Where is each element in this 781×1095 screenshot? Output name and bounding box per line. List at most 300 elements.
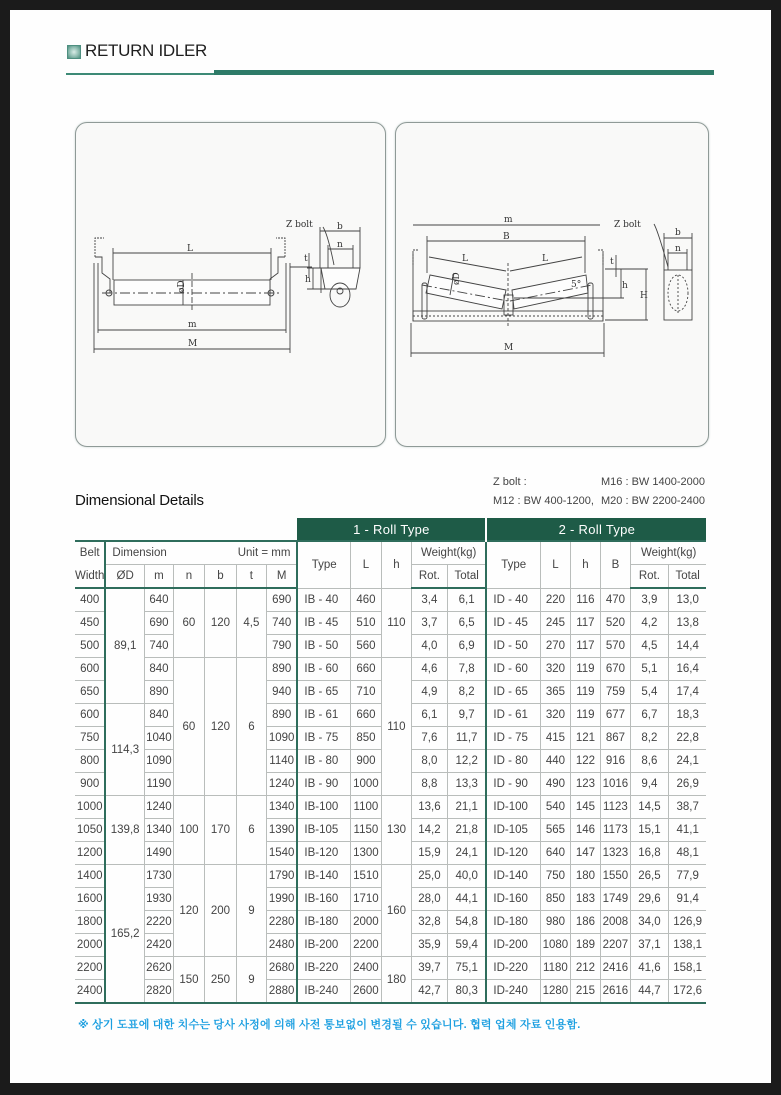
cell-m: 840 xyxy=(144,704,173,727)
col-rot-1: Rot. xyxy=(411,565,447,589)
cell-type-1: IB-120 xyxy=(297,842,350,865)
cell-total-1: 21,8 xyxy=(447,819,486,842)
cell-h-2: 147 xyxy=(570,842,600,865)
cell-rot-2: 15,1 xyxy=(630,819,668,842)
cell-M: 890 xyxy=(266,658,297,681)
cell-type-2: ID - 50 xyxy=(486,635,540,658)
cell-L-1: 660 xyxy=(350,704,381,727)
cell-rot-1: 39,7 xyxy=(411,957,447,980)
header-rule-thick xyxy=(214,70,714,75)
col-rot-2: Rot. xyxy=(630,565,668,589)
label-angle: 5° xyxy=(571,280,582,290)
cell-total-1: 24,1 xyxy=(447,842,486,865)
cell-rot-1: 3,4 xyxy=(411,588,447,612)
cell-rot-1: 4,9 xyxy=(411,681,447,704)
col-n: n xyxy=(173,565,204,589)
cell-rot-1: 25,0 xyxy=(411,865,447,888)
label-b: b xyxy=(675,228,681,238)
cell-type-2: ID-200 xyxy=(486,934,540,957)
cell-B-2: 1749 xyxy=(600,888,630,911)
cell-m: 890 xyxy=(144,681,173,704)
cell-L-2: 245 xyxy=(540,612,570,635)
cell-rot-1: 15,9 xyxy=(411,842,447,865)
cell-M: 690 xyxy=(266,588,297,612)
cell-total-2: 77,9 xyxy=(668,865,706,888)
col-weight-2: Weight(kg) xyxy=(630,541,706,565)
cell-b: 200 xyxy=(204,865,236,957)
z-bolt-leader xyxy=(323,227,334,265)
cell-belt-width: 1200 xyxy=(75,842,105,865)
cell-B-2: 677 xyxy=(600,704,630,727)
cell-L-1: 510 xyxy=(350,612,381,635)
cell-h-1: 130 xyxy=(381,796,411,865)
cell-rot-1: 8,0 xyxy=(411,750,447,773)
cell-type-1: IB-200 xyxy=(297,934,350,957)
cell-total-1: 80,3 xyxy=(447,980,486,1004)
cell-M: 1240 xyxy=(266,773,297,796)
cell-M: 2480 xyxy=(266,934,297,957)
cell-m: 640 xyxy=(144,588,173,612)
cell-L-1: 460 xyxy=(350,588,381,612)
cell-total-2: 24,1 xyxy=(668,750,706,773)
cell-belt-width: 2400 xyxy=(75,980,105,1004)
cell-L-2: 415 xyxy=(540,727,570,750)
z-bolt-label: Z bolt : xyxy=(493,476,527,488)
col-type-2: Type xyxy=(486,541,540,588)
cell-h-2: 215 xyxy=(570,980,600,1004)
cell-h-2: 123 xyxy=(570,773,600,796)
z-bolt-leader xyxy=(654,224,668,267)
col-total-1: Total xyxy=(447,565,486,589)
cell-m: 2220 xyxy=(144,911,173,934)
cell-total-2: 172,6 xyxy=(668,980,706,1004)
cell-m: 2420 xyxy=(144,934,173,957)
cell-total-1: 12,2 xyxy=(447,750,486,773)
label-h: h xyxy=(622,281,628,291)
cell-L-2: 980 xyxy=(540,911,570,934)
z-bolt-m20: M20 : BW 2200-2400 xyxy=(601,495,705,507)
cell-m: 1190 xyxy=(144,773,173,796)
label-L: L xyxy=(187,244,193,254)
cell-type-1: IB-100 xyxy=(297,796,350,819)
label-z-bolt: Z bolt xyxy=(286,220,313,230)
left-bracket xyxy=(95,238,104,257)
cell-L-2: 365 xyxy=(540,681,570,704)
cell-total-1: 11,7 xyxy=(447,727,486,750)
left-end-support xyxy=(422,283,427,319)
cell-m: 1490 xyxy=(144,842,173,865)
cell-total-1: 54,8 xyxy=(447,911,486,934)
cell-m: 2620 xyxy=(144,957,173,980)
cell-total-2: 14,4 xyxy=(668,635,706,658)
right-end-support xyxy=(588,283,593,319)
cell-rot-2: 4,5 xyxy=(630,635,668,658)
cell-rot-2: 4,2 xyxy=(630,612,668,635)
z-bolt-m12: M12 : BW 400-1200, xyxy=(493,495,594,507)
cell-L-1: 1510 xyxy=(350,865,381,888)
table-row xyxy=(75,957,706,980)
cell-rot-1: 6,1 xyxy=(411,704,447,727)
cell-h-2: 186 xyxy=(570,911,600,934)
cell-L-1: 900 xyxy=(350,750,381,773)
cell-rot-2: 29,6 xyxy=(630,888,668,911)
cell-type-2: ID - 60 xyxy=(486,658,540,681)
label-n: n xyxy=(675,244,681,254)
cell-belt-width: 400 xyxy=(75,588,105,612)
cell-type-1: IB - 60 xyxy=(297,658,350,681)
cell-rot-2: 44,7 xyxy=(630,980,668,1004)
col-dimension: Dimension xyxy=(105,541,204,565)
cell-total-1: 6,9 xyxy=(447,635,486,658)
cell-h-2: 117 xyxy=(570,635,600,658)
cell-rot-1: 28,0 xyxy=(411,888,447,911)
cell-total-2: 38,7 xyxy=(668,796,706,819)
cell-L-2: 320 xyxy=(540,704,570,727)
label-n: n xyxy=(337,240,343,250)
cell-n: 60 xyxy=(173,588,204,658)
cell-type-1: IB-140 xyxy=(297,865,350,888)
label-M: M xyxy=(504,343,514,353)
table-row xyxy=(75,588,706,612)
cell-rot-2: 14,5 xyxy=(630,796,668,819)
cell-M: 1340 xyxy=(266,796,297,819)
cell-h-2: 180 xyxy=(570,865,600,888)
cell-L-1: 850 xyxy=(350,727,381,750)
label-D: øD xyxy=(452,272,462,285)
cell-M: 1990 xyxy=(266,888,297,911)
cell-M: 2680 xyxy=(266,957,297,980)
label-t: t xyxy=(610,257,614,267)
cell-belt-width: 1400 xyxy=(75,865,105,888)
cell-rot-2: 5,4 xyxy=(630,681,668,704)
cell-belt-width: 650 xyxy=(75,681,105,704)
cell-type-2: ID - 90 xyxy=(486,773,540,796)
cell-M: 940 xyxy=(266,681,297,704)
cell-L-2: 850 xyxy=(540,888,570,911)
footnote: ※ 상기 도표에 대한 치수는 당사 사정에 의해 사전 통보없이 변경될 수 있습니다. 협력 업체 자료 인용함. xyxy=(78,1019,581,1031)
col-t: t xyxy=(236,565,266,589)
cell-total-2: 126,9 xyxy=(668,911,706,934)
cell-M: 1540 xyxy=(266,842,297,865)
cell-type-2: ID-105 xyxy=(486,819,540,842)
one-roll-drawing xyxy=(76,123,385,446)
col-type-1: Type xyxy=(297,541,350,588)
cell-M: 1390 xyxy=(266,819,297,842)
cell-total-2: 18,3 xyxy=(668,704,706,727)
cell-type-2: ID-160 xyxy=(486,888,540,911)
cell-type-2: ID-220 xyxy=(486,957,540,980)
cell-L-1: 660 xyxy=(350,658,381,681)
cell-D: 139,8 xyxy=(105,796,144,865)
cell-rot-1: 13,6 xyxy=(411,796,447,819)
col-D: ØD xyxy=(105,565,144,589)
cell-belt-width: 1000 xyxy=(75,796,105,819)
cell-total-2: 41,1 xyxy=(668,819,706,842)
cell-type-2: ID - 80 xyxy=(486,750,540,773)
cell-rot-2: 34,0 xyxy=(630,911,668,934)
cell-total-2: 22,8 xyxy=(668,727,706,750)
cell-m: 1090 xyxy=(144,750,173,773)
cell-total-2: 13,0 xyxy=(668,588,706,612)
cell-B-2: 670 xyxy=(600,658,630,681)
cell-L-2: 270 xyxy=(540,635,570,658)
z-bolt-m16: M16 : BW 1400-2000 xyxy=(601,476,705,488)
cell-m: 1240 xyxy=(144,796,173,819)
label-h: h xyxy=(305,275,311,285)
cell-m: 1040 xyxy=(144,727,173,750)
cell-D: 165,2 xyxy=(105,865,144,1004)
cell-belt-width: 1800 xyxy=(75,911,105,934)
cell-rot-2: 16,8 xyxy=(630,842,668,865)
cell-total-1: 13,3 xyxy=(447,773,486,796)
cell-t: 9 xyxy=(236,957,266,1004)
cell-type-1: IB - 40 xyxy=(297,588,350,612)
cell-B-2: 759 xyxy=(600,681,630,704)
cell-type-2: ID - 61 xyxy=(486,704,540,727)
cell-type-1: IB - 50 xyxy=(297,635,350,658)
cell-h-1: 180 xyxy=(381,957,411,1004)
label-m: m xyxy=(504,215,513,225)
one-roll-drawing-panel xyxy=(75,122,386,447)
cell-total-2: 16,4 xyxy=(668,658,706,681)
cell-M: 2880 xyxy=(266,980,297,1004)
cell-b: 120 xyxy=(204,588,236,658)
cell-type-1: IB - 45 xyxy=(297,612,350,635)
cell-h-1: 160 xyxy=(381,865,411,957)
cell-belt-width: 2000 xyxy=(75,934,105,957)
center-support xyxy=(504,295,513,315)
table-body xyxy=(75,588,706,1003)
cell-rot-1: 4,0 xyxy=(411,635,447,658)
cell-L-1: 2000 xyxy=(350,911,381,934)
cell-total-1: 44,1 xyxy=(447,888,486,911)
cell-type-2: ID - 40 xyxy=(486,588,540,612)
cell-h-2: 119 xyxy=(570,681,600,704)
cell-h-2: 121 xyxy=(570,727,600,750)
cell-rot-1: 32,8 xyxy=(411,911,447,934)
cell-L-2: 640 xyxy=(540,842,570,865)
cell-belt-width: 2200 xyxy=(75,957,105,980)
cell-L-2: 750 xyxy=(540,865,570,888)
cell-m: 2820 xyxy=(144,980,173,1004)
cell-type-2: ID-180 xyxy=(486,911,540,934)
cell-rot-2: 37,1 xyxy=(630,934,668,957)
cell-M: 2280 xyxy=(266,911,297,934)
cell-B-2: 1016 xyxy=(600,773,630,796)
cell-type-1: IB-160 xyxy=(297,888,350,911)
cell-total-1: 40,0 xyxy=(447,865,486,888)
col-L-1: L xyxy=(350,541,381,588)
cell-h-2: 119 xyxy=(570,704,600,727)
cell-h-2: 145 xyxy=(570,796,600,819)
cell-h-2: 212 xyxy=(570,957,600,980)
cell-type-2: ID-240 xyxy=(486,980,540,1004)
right-bracket-leg xyxy=(270,257,285,293)
side-view-bracket xyxy=(321,268,360,289)
cell-total-2: 26,9 xyxy=(668,773,706,796)
label-L-right: L xyxy=(542,254,548,264)
label-M: M xyxy=(188,339,198,349)
cell-type-2: ID - 75 xyxy=(486,727,540,750)
cell-L-2: 490 xyxy=(540,773,570,796)
cell-total-1: 59,4 xyxy=(447,934,486,957)
cell-L-1: 1300 xyxy=(350,842,381,865)
cell-m: 690 xyxy=(144,612,173,635)
label-B: B xyxy=(503,232,510,242)
cell-type-1: IB - 80 xyxy=(297,750,350,773)
label-t: t xyxy=(304,254,308,264)
cell-rot-1: 3,7 xyxy=(411,612,447,635)
cell-b: 120 xyxy=(204,658,236,796)
cell-B-2: 1123 xyxy=(600,796,630,819)
header-row-1 xyxy=(75,541,706,565)
dimension-table xyxy=(75,518,706,1004)
col-B-2: B xyxy=(600,541,630,588)
label-D: øD xyxy=(177,280,187,293)
label-z-bolt: Z bolt xyxy=(614,220,641,230)
cell-total-2: 138,1 xyxy=(668,934,706,957)
band-row xyxy=(75,518,706,541)
cell-type-2: ID - 65 xyxy=(486,681,540,704)
cell-L-1: 1100 xyxy=(350,796,381,819)
table-row xyxy=(75,658,706,681)
cell-B-2: 520 xyxy=(600,612,630,635)
col-total-2: Total xyxy=(668,565,706,589)
cell-M: 1090 xyxy=(266,727,297,750)
cell-t: 6 xyxy=(236,796,266,865)
cell-total-1: 75,1 xyxy=(447,957,486,980)
cell-M: 790 xyxy=(266,635,297,658)
label-m: m xyxy=(188,320,197,330)
cell-b: 250 xyxy=(204,957,236,1004)
label-H: H xyxy=(640,291,648,301)
cell-type-2: ID-120 xyxy=(486,842,540,865)
cell-h-2: 117 xyxy=(570,612,600,635)
cell-type-1: IB-240 xyxy=(297,980,350,1004)
cell-L-1: 2600 xyxy=(350,980,381,1004)
cell-type-1: IB - 61 xyxy=(297,704,350,727)
cell-B-2: 2416 xyxy=(600,957,630,980)
cell-m: 740 xyxy=(144,635,173,658)
label-L-left: L xyxy=(462,254,468,264)
cell-L-1: 2400 xyxy=(350,957,381,980)
left-roll xyxy=(426,275,506,309)
col-unit: Unit = mm xyxy=(204,541,297,565)
cell-total-2: 91,4 xyxy=(668,888,706,911)
cell-L-1: 1710 xyxy=(350,888,381,911)
cell-m: 840 xyxy=(144,658,173,681)
cell-belt-width: 750 xyxy=(75,727,105,750)
cell-rot-2: 3,9 xyxy=(630,588,668,612)
cell-h-1: 110 xyxy=(381,658,411,796)
cell-L-2: 1080 xyxy=(540,934,570,957)
cell-rot-1: 42,7 xyxy=(411,980,447,1004)
cell-rot-1: 7,6 xyxy=(411,727,447,750)
col-M: M xyxy=(266,565,297,589)
cell-L-2: 1280 xyxy=(540,980,570,1004)
cell-h-1: 110 xyxy=(381,588,411,658)
cell-rot-2: 41,6 xyxy=(630,957,668,980)
cell-type-2: ID-100 xyxy=(486,796,540,819)
cell-B-2: 1550 xyxy=(600,865,630,888)
cell-L-2: 1180 xyxy=(540,957,570,980)
cell-B-2: 1173 xyxy=(600,819,630,842)
cell-h-2: 183 xyxy=(570,888,600,911)
cell-belt-width: 1050 xyxy=(75,819,105,842)
cell-L-1: 1150 xyxy=(350,819,381,842)
cell-B-2: 2207 xyxy=(600,934,630,957)
cell-belt-width: 800 xyxy=(75,750,105,773)
cell-B-2: 867 xyxy=(600,727,630,750)
col-m: m xyxy=(144,565,173,589)
cell-t: 6 xyxy=(236,658,266,796)
cell-h-2: 146 xyxy=(570,819,600,842)
cell-b: 170 xyxy=(204,796,236,865)
cell-M: 1790 xyxy=(266,865,297,888)
col-belt: Belt xyxy=(75,541,105,565)
cell-h-2: 189 xyxy=(570,934,600,957)
cell-h-2: 122 xyxy=(570,750,600,773)
cell-L-2: 320 xyxy=(540,658,570,681)
cell-rot-1: 35,9 xyxy=(411,934,447,957)
two-roll-drawing xyxy=(396,123,708,446)
table-row xyxy=(75,865,706,888)
label-b: b xyxy=(337,222,343,232)
cell-t: 9 xyxy=(236,865,266,957)
cell-M: 1140 xyxy=(266,750,297,773)
left-bracket-leg xyxy=(95,257,110,293)
header-rule-thin xyxy=(66,73,216,75)
cell-n: 100 xyxy=(173,796,204,865)
cell-L-2: 440 xyxy=(540,750,570,773)
spec-table xyxy=(75,518,706,1004)
cell-type-1: IB-220 xyxy=(297,957,350,980)
cell-rot-2: 5,1 xyxy=(630,658,668,681)
cell-rot-2: 8,2 xyxy=(630,727,668,750)
cell-B-2: 916 xyxy=(600,750,630,773)
cell-type-1: IB - 65 xyxy=(297,681,350,704)
cell-total-2: 17,4 xyxy=(668,681,706,704)
cell-total-1: 6,5 xyxy=(447,612,486,635)
cell-m: 1730 xyxy=(144,865,173,888)
cell-n: 60 xyxy=(173,658,204,796)
cell-total-1: 6,1 xyxy=(447,588,486,612)
cell-D: 89,1 xyxy=(105,588,144,704)
cell-M: 740 xyxy=(266,612,297,635)
col-L-2: L xyxy=(540,541,570,588)
cell-B-2: 470 xyxy=(600,588,630,612)
cell-B-2: 2008 xyxy=(600,911,630,934)
table-row xyxy=(75,796,706,819)
cell-rot-2: 9,4 xyxy=(630,773,668,796)
cell-h-2: 116 xyxy=(570,588,600,612)
cell-L-2: 540 xyxy=(540,796,570,819)
col-h-1: h xyxy=(381,541,411,588)
cell-h-2: 119 xyxy=(570,658,600,681)
col-weight-1: Weight(kg) xyxy=(411,541,486,565)
cell-D: 114,3 xyxy=(105,704,144,796)
col-width: Width xyxy=(75,565,105,589)
cell-total-2: 158,1 xyxy=(668,957,706,980)
one-roll-band: 1 - Roll Type xyxy=(297,518,486,541)
cell-belt-width: 1600 xyxy=(75,888,105,911)
cell-total-2: 48,1 xyxy=(668,842,706,865)
cell-total-1: 9,7 xyxy=(447,704,486,727)
cell-L-1: 2200 xyxy=(350,934,381,957)
cell-m: 1340 xyxy=(144,819,173,842)
cell-type-2: ID-140 xyxy=(486,865,540,888)
cell-L-2: 565 xyxy=(540,819,570,842)
